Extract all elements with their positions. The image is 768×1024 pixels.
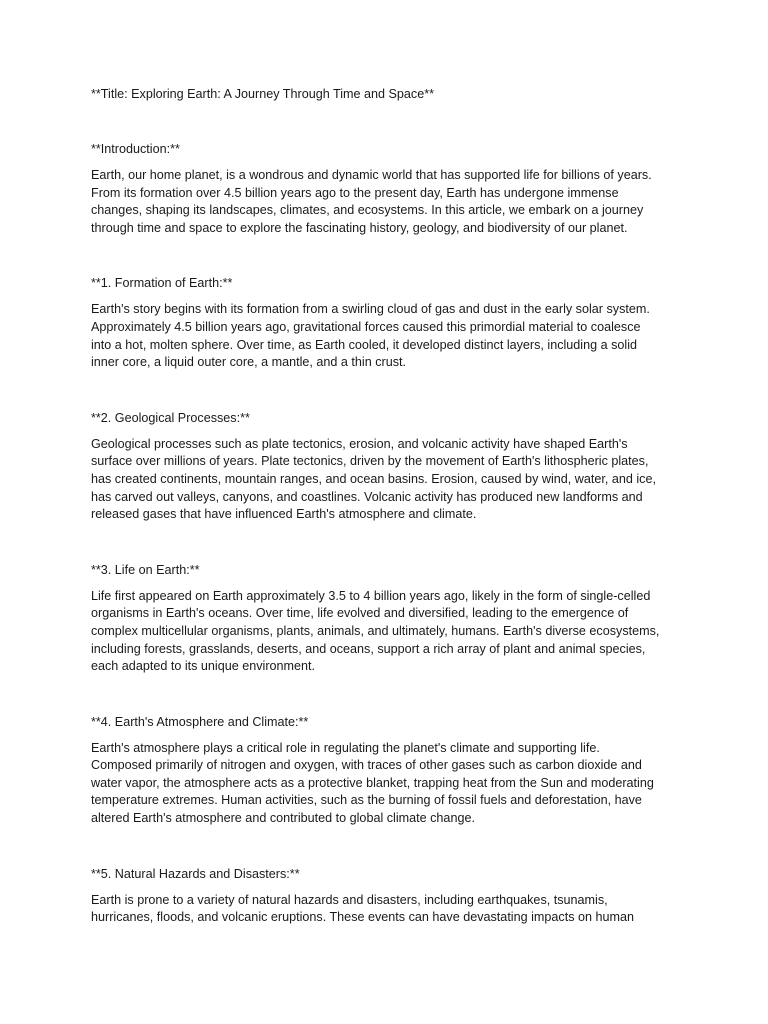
document-content (91, 85, 691, 927)
section-body-formation (91, 301, 691, 371)
paragraph-line: hurricanes, floods, and volcanic eruptions. These events can have devastating impacts on human (91, 910, 635, 925)
section-body-geological (91, 436, 691, 524)
section-heading-introduction: **Introduction:** (91, 142, 180, 156)
paragraph-line: Earth is prone to a variety of natural hazards and disasters, including earthquakes, tsunamis, (91, 892, 608, 907)
section-heading-geological: **2. Geological Processes:** (91, 410, 250, 425)
document-title: **Title: Exploring Earth: A Journey Through Time and Space** (91, 87, 435, 101)
section-heading-hazards: **5. Natural Hazards and Disasters:** (91, 866, 300, 881)
section-body-introduction (91, 167, 691, 237)
paragraph-line: has created continents, mountain ranges, and ocean basins. Erosion, caused by wind, water, and ice, (91, 471, 656, 486)
paragraph-line: temperature extremes. Human activities, such as the burning of fossil fuels and deforestation, have (91, 793, 642, 808)
paragraph-line: Composed primarily of nitrogen and oxygen, with traces of other gases such as carbon dioxide and (91, 758, 642, 773)
paragraph-line: inner core, a liquid outer core, a mantle, and a thin crust. (91, 355, 407, 370)
paragraph-line: through time and space to explore the fascinating history, geology, and biodiversity of our planet. (91, 220, 628, 235)
paragraph-line: has carved out valleys, canyons, and coastlines. Volcanic activity has produced new landforms and (91, 489, 643, 504)
paragraph-line: Life first appeared on Earth approximately 3.5 to 4 billion years ago, likely in the form of single-celled (91, 588, 651, 603)
paragraph-line: complex multicellular organisms, plants, animals, and ultimately, humans. Earth's diverse ecosystems, (91, 623, 660, 638)
paragraph-line: altered Earth's atmosphere and contributed to global climate change. (91, 811, 475, 826)
paragraph-line: water vapor, the atmosphere acts as a protective blanket, trapping heat from the Sun and moderating (91, 775, 654, 790)
paragraph-line: including forests, grasslands, deserts, and oceans, support a rich array of plant and animal species, (91, 641, 646, 656)
paragraph-line: each adapted to its unique environment. (91, 659, 316, 674)
section-body-life (91, 588, 691, 676)
paragraph-line: Geological processes such as plate tectonics, erosion, and volcanic activity have shaped Earth's (91, 436, 628, 451)
section-body-hazards (91, 892, 691, 927)
paragraph-line: Earth, our home planet, is a wondrous and dynamic world that has supported life for billions of years. (91, 168, 652, 182)
paragraph-line: into a hot, molten sphere. Over time, as Earth cooled, it developed distinct layers, including a solid (91, 337, 638, 352)
section-body-atmosphere (91, 740, 691, 828)
section-heading-formation: **1. Formation of Earth:** (91, 276, 233, 291)
paragraph-line: From its formation over 4.5 billion years ago to the present day, Earth has undergone immense (91, 185, 619, 200)
paragraph-line: released gases that have influenced Earth's atmosphere and climate. (91, 507, 477, 522)
section-heading-atmosphere: **4. Earth's Atmosphere and Climate:** (91, 714, 309, 729)
paragraph-line: surface over millions of years. Plate tectonics, driven by the movement of Earth's lithospheric plates, (91, 454, 649, 469)
section-heading-life: **3. Life on Earth:** (91, 562, 200, 577)
paragraph-line: Earth's atmosphere plays a critical role in regulating the planet's climate and supporting life. (91, 740, 600, 755)
paragraph-line: organisms in Earth's oceans. Over time, life evolved and diversified, leading to the emergence of (91, 606, 629, 621)
paragraph-line: changes, shaping its landscapes, climates, and ecosystems. In this article, we embark on a journey (91, 203, 644, 218)
paragraph-line: Earth's story begins with its formation from a swirling cloud of gas and dust in the early solar system. (91, 302, 650, 317)
paragraph-line: Approximately 4.5 billion years ago, gravitational forces caused this primordial material to coalesce (91, 319, 641, 334)
